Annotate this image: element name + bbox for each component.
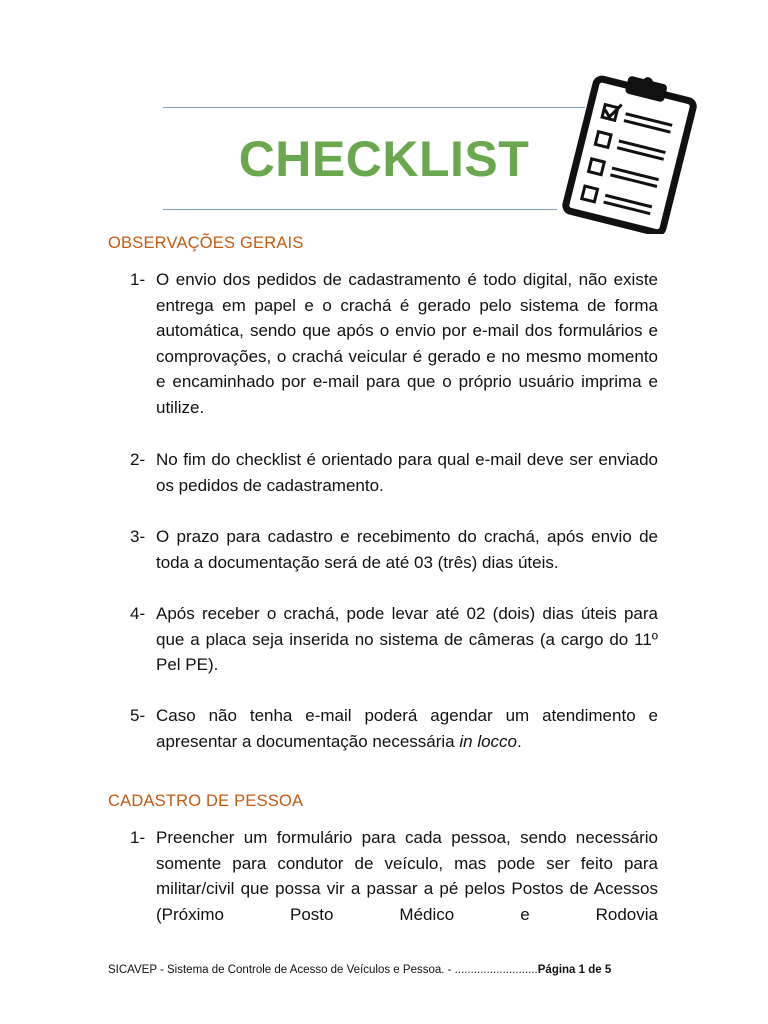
item-text-start: Caso não tenha e-mail poderá agendar um atendimento e apresentar a documentação necessária [156,706,658,751]
item-number: 1- [130,270,146,289]
list-item [130,267,658,420]
title-rule-top [163,107,585,108]
item-number: 2- [130,450,146,469]
item-text-italic: in locco [459,731,517,751]
item-text-end: . [517,731,522,751]
section-heading-observacoes: OBSERVAÇÕES GERAIS [108,234,304,252]
list-item [130,703,658,754]
list-item [130,825,658,927]
page-footer [108,964,658,976]
list-item [130,447,658,498]
item-number: 4- [130,604,146,623]
footer-page-number: Página 1 de 5 [537,964,612,976]
item-text: O prazo para cadastro e recebimento do crachá, após envio de toda a documentação será de até 03 (três) dias úteis. [156,527,658,572]
item-text: O envio dos pedidos de cadastramento é todo digital, não existe entrega em papel e o crachá é gerado pelo sistema de forma automática, sendo que após o envio por e-mail dos formulários e comprovações, o crachá veicular é gerado e no mesmo momento e encaminhado por e-mail para que o próprio usuário imprima e utilize. [156,270,658,417]
list-item [130,601,658,678]
item-number: 1- [130,828,146,847]
clipboard-checklist-icon [560,74,700,234]
item-text: Preencher um formulário para cada pessoa, sendo necessário somente para condutor de veículo, mas pode ser feito para militar/civil que possa vir a passar a pé pelos Postos de Acessos (Próximo Posto Médico e Rodovia [156,828,658,924]
title-rule-bottom [163,209,557,210]
list-item [130,524,658,575]
footer-text: SICAVEP - Sistema de Controle de Acesso de Veículos e Pessoa. - .......................... [108,964,538,976]
item-text [156,703,658,754]
item-text: No fim do checklist é orientado para qual e-mail deve ser enviado os pedidos de cadastramento. [156,450,658,495]
section-heading-cadastro-pessoa: CADASTRO DE PESSOA [108,792,304,810]
item-text: Após receber o crachá, pode levar até 02 (dois) dias úteis para que a placa seja inserida no sistema de câmeras (a cargo do 11º Pel PE). [156,604,658,674]
item-number: 3- [130,527,146,546]
item-number: 5- [130,706,146,725]
page-title: CHECKLIST [238,131,530,187]
